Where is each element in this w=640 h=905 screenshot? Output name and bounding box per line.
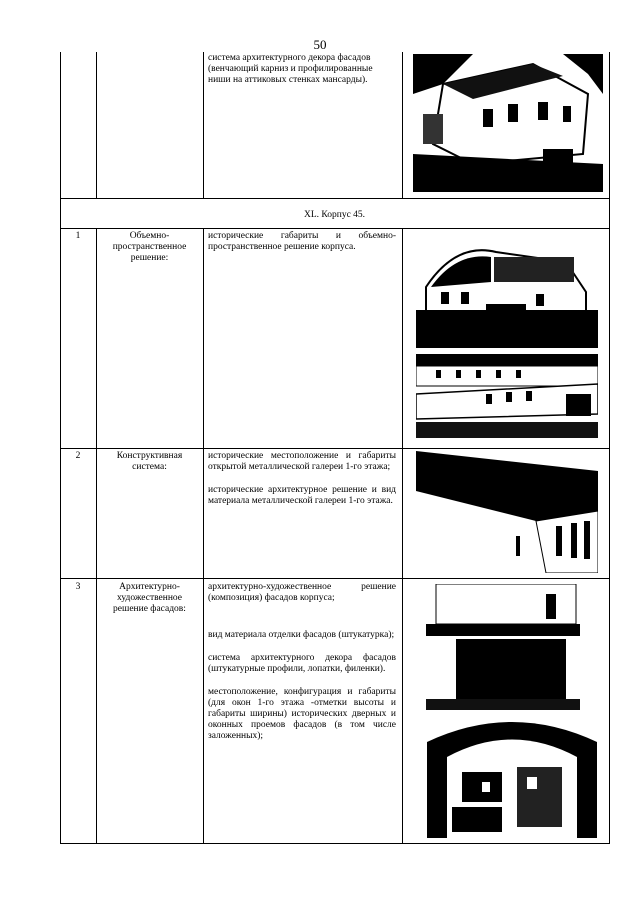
row-1-text — [208, 231, 396, 265]
row-3-paragraph: местоположение, конфигурация и габариты (для окон 1-го этажа -отметки высоты и габариты ширины) исторических дверных и оконных проемов фасадов (в том числе заложенных); — [208, 687, 396, 741]
col-divider — [96, 52, 97, 198]
building-photo-2 — [416, 232, 598, 348]
section-header: XL. Корпус 45. — [303, 210, 366, 220]
row-3-text — [208, 582, 396, 754]
col-divider — [203, 52, 204, 198]
col-divider — [203, 228, 204, 844]
building-photo-3 — [416, 354, 598, 438]
gallery-photo — [416, 451, 598, 573]
row-divider — [60, 448, 610, 449]
row-1-label: Объемно-пространственное решение: — [112, 231, 187, 263]
table-border-bottom — [60, 843, 610, 844]
row-divider — [60, 228, 610, 229]
top-row-text: система архитектурного декора фасадов (венчающий карниз и профилированные ниши на аттиковых стенках мансарды). — [208, 53, 373, 85]
row-2-number: 2 — [75, 451, 81, 461]
row-3-paragraph: архитектурно-художественное решение (композиция) фасадов корпуса; — [208, 582, 396, 603]
row-3-paragraph: вид материала отделки фасадов (штукатурка); — [208, 630, 395, 640]
col-divider — [402, 228, 403, 844]
row-divider — [60, 578, 610, 579]
building-photo-1 — [413, 54, 603, 192]
row-3-number: 3 — [75, 582, 81, 592]
col-divider — [96, 228, 97, 844]
row-2-text — [208, 451, 396, 519]
row-3-label: Архитектурно-художественное решение фасадов: — [113, 582, 186, 614]
page-number: 50 — [313, 37, 327, 52]
col-divider — [402, 52, 403, 198]
row-2-paragraph: исторические архитектурное решение и вид материала металлической галереи 1-го этажа. — [208, 485, 396, 506]
row-1-paragraph: исторические габариты и объемно-пространственное решение корпуса. — [208, 231, 396, 252]
facade-photo-2 — [422, 712, 604, 838]
facade-photo-1 — [426, 584, 580, 710]
row-divider — [60, 198, 610, 199]
row-2-paragraph: исторические местоположение и габариты открытой металлической галереи 1-го этажа; — [208, 451, 396, 472]
row-2-label: Конструктивная система: — [116, 451, 183, 472]
row-3-paragraph: система архитектурного декора фасадов (штукатурные профили, лопатки, филенки). — [208, 653, 396, 674]
row-1-number: 1 — [75, 231, 81, 241]
heritage-table — [60, 52, 610, 844]
